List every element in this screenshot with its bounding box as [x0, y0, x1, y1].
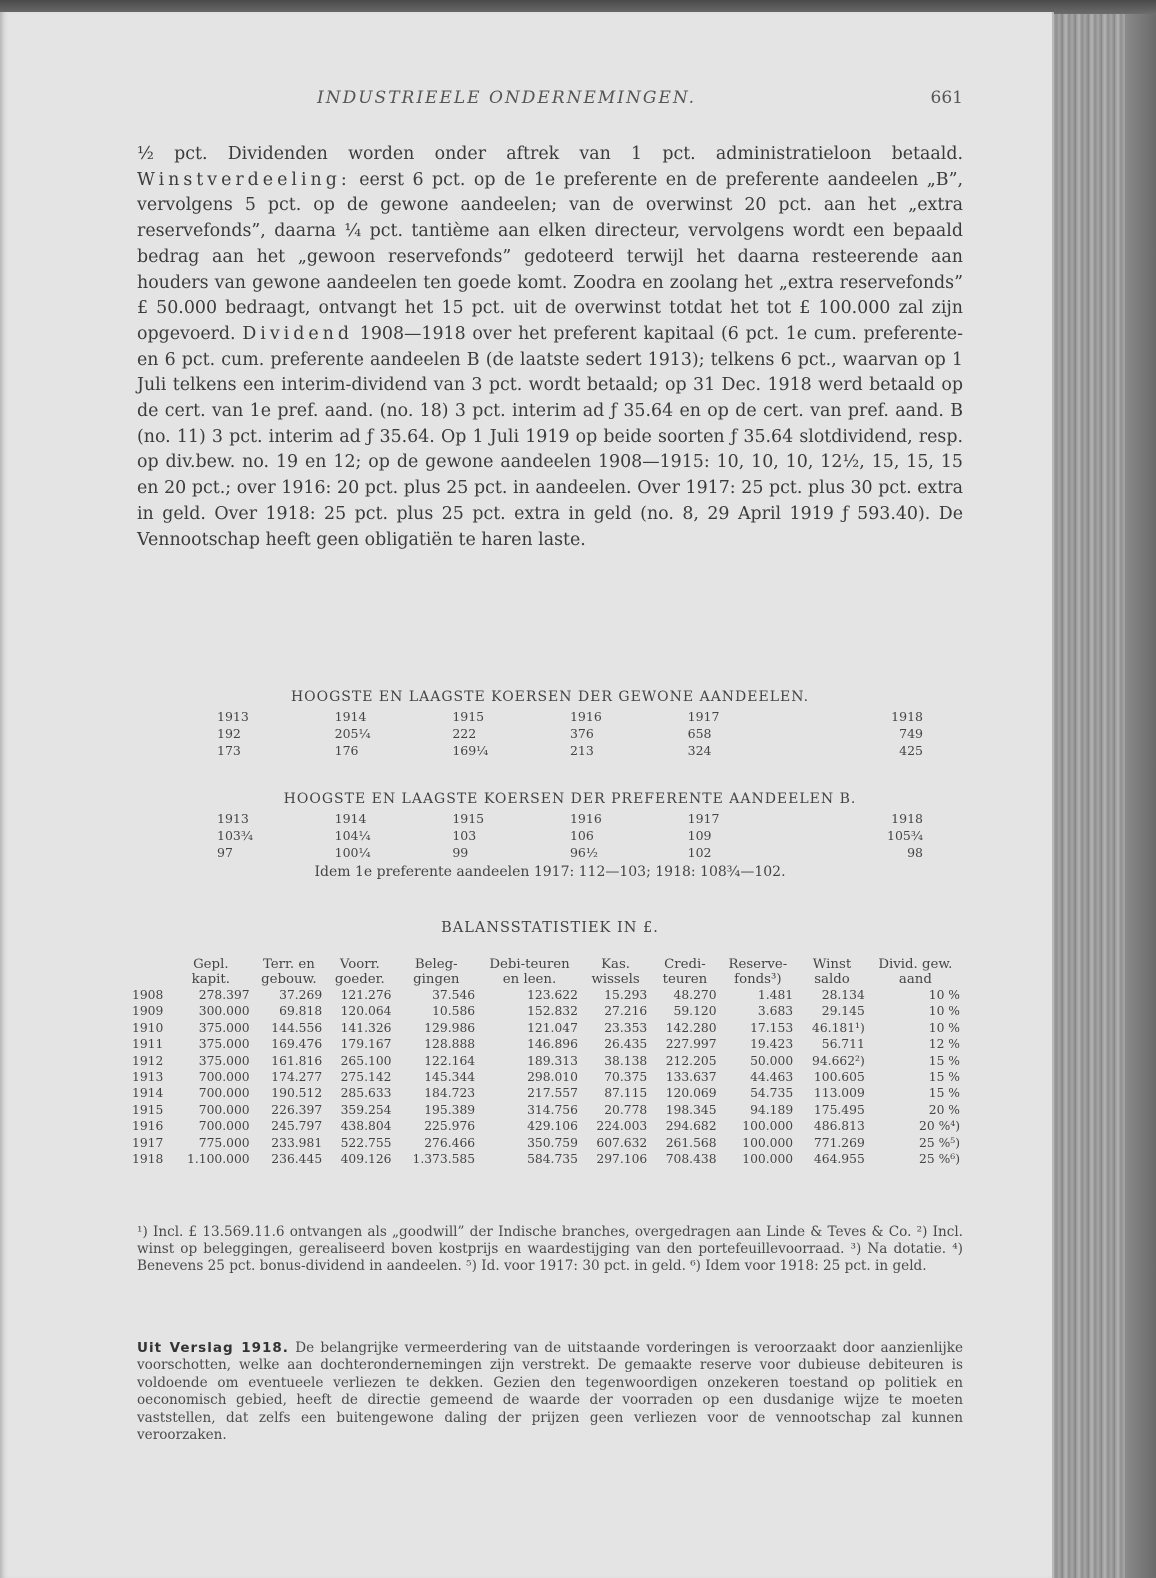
- value-cell: 486.813: [813, 1119, 865, 1134]
- balance-body: [129, 987, 963, 1167]
- value-cell: 276.466: [424, 1135, 476, 1150]
- low-cell: 98: [907, 845, 923, 860]
- value-cell: 129.986: [424, 1020, 476, 1035]
- paragraph-intro: ½ pct. Dividenden worden onder aftrek van 1 pct. administratieloon betaald.: [137, 144, 963, 164]
- value-cell: 314.756: [527, 1102, 578, 1117]
- value-cell: 29.145: [821, 1004, 865, 1019]
- value-cell: 212.205: [665, 1053, 717, 1068]
- high-cell: 109: [687, 828, 712, 843]
- table-row: [129, 1135, 963, 1151]
- report-label: Uit Verslag 1918.: [137, 1340, 289, 1356]
- value-cell: 141.326: [340, 1020, 392, 1035]
- table-row: [129, 1085, 963, 1101]
- low-cell: 176: [334, 743, 359, 758]
- value-cell: 46.181¹): [812, 1020, 865, 1035]
- high-cell: 103¾: [217, 828, 253, 843]
- value-cell: 245.797: [271, 1119, 323, 1134]
- footnotes: ¹) Incl. £ 13.569.11.6 ontvangen als „goodwill” der Indische branches, overgedragen aan Linde & Teves & Co. ²) Incl. winst op beleggingen, gerealiseerd boven kostprijs en waardestijging van den portefeuillevoorraad. ³) Na dotatie. ⁴) Benevens 25 pct. bonus-dividend in aandeelen. ⁵) Id. voor 1917: 30 pct. in geld. ⁶) Idem voor 1918: 25 pct. in geld.: [137, 1224, 963, 1275]
- value-cell: 438.804: [340, 1119, 392, 1134]
- high-cell: 222: [452, 726, 477, 741]
- value-cell: 142.280: [665, 1020, 717, 1035]
- value-cell: 175.495: [813, 1102, 865, 1117]
- label-dividend: Dividend: [242, 323, 353, 344]
- value-cell: 169.476: [271, 1037, 323, 1052]
- header-investments: Beleg- gingen: [413, 957, 460, 987]
- value-cell: 227.997: [665, 1037, 717, 1052]
- value-cell: 37.546: [432, 988, 476, 1002]
- header-stock: Voorr. goeder.: [334, 957, 385, 987]
- table-row: [129, 987, 963, 1003]
- value-cell: 375.000: [198, 1053, 250, 1068]
- value-cell: 708.438: [665, 1152, 717, 1167]
- year-cell: 1914: [132, 1086, 164, 1101]
- value-cell: 133.637: [665, 1070, 717, 1085]
- value-cell: 233.981: [271, 1135, 323, 1150]
- preferred-b-share-prices: [137, 791, 963, 880]
- low-cell: 102: [687, 845, 712, 860]
- header-debtors: Debi-teuren en leen.: [489, 957, 570, 987]
- value-cell: 20 %: [928, 1102, 960, 1117]
- value-cell: 10 %: [928, 988, 960, 1002]
- value-cell: 464.955: [813, 1152, 865, 1167]
- value-cell: 44.463: [750, 1070, 794, 1085]
- value-cell: 189.313: [527, 1053, 578, 1068]
- table-row: [129, 1151, 963, 1167]
- header-cash: Kas. wissels: [591, 957, 640, 987]
- value-cell: 145.344: [424, 1070, 476, 1085]
- value-cell: 54.735: [750, 1086, 794, 1101]
- value-cell: 100.000: [742, 1135, 794, 1150]
- header-creditors: Credi- teuren: [662, 957, 708, 987]
- value-cell: 278.397: [198, 988, 250, 1002]
- value-cell: 179.167: [340, 1037, 392, 1052]
- table-row: [129, 1118, 963, 1134]
- value-cell: 17.153: [750, 1020, 794, 1035]
- value-cell: 700.000: [198, 1119, 250, 1134]
- value-cell: 20.778: [604, 1102, 648, 1117]
- table-row: [129, 1102, 963, 1118]
- book-spine-shadow: [1125, 14, 1156, 1578]
- value-cell: 121.276: [340, 988, 392, 1002]
- value-cell: 69.818: [279, 1004, 323, 1019]
- value-cell: 409.126: [340, 1152, 392, 1167]
- value-cell: 300.000: [198, 1004, 250, 1019]
- value-cell: 174.277: [271, 1070, 323, 1085]
- low-cell: 213: [569, 743, 594, 758]
- value-cell: 359.254: [340, 1102, 392, 1117]
- value-cell: 94.662²): [812, 1053, 865, 1068]
- table-row: [129, 1020, 963, 1036]
- balance-table: [129, 942, 963, 1167]
- value-cell: 3.683: [757, 1004, 794, 1019]
- value-cell: 59.120: [673, 1004, 717, 1019]
- year-cell: 1915: [452, 709, 485, 724]
- common-prices-title: HOOGSTE EN LAAGSTE KOERSEN DER GEWONE AANDEELEN.: [290, 689, 810, 705]
- value-cell: 350.759: [527, 1135, 578, 1150]
- value-cell: 100.000: [742, 1152, 794, 1167]
- year-cell: 1918: [132, 1152, 164, 1167]
- high-cell: 192: [217, 726, 241, 741]
- year-cell: 1914: [334, 709, 367, 724]
- pref-prices-title: HOOGSTE EN LAAGSTE KOERSEN DER PREFERENTE AANDEELEN B.: [283, 791, 857, 807]
- year-cell: 1913: [132, 1070, 164, 1085]
- value-cell: 19.423: [750, 1037, 794, 1052]
- value-cell: 275.142: [340, 1070, 392, 1085]
- value-cell: 236.445: [271, 1152, 323, 1167]
- value-cell: 265.100: [340, 1053, 392, 1068]
- value-cell: 50.000: [750, 1053, 794, 1068]
- year-cell: 1915: [132, 1102, 164, 1117]
- value-cell: 37.269: [279, 988, 323, 1002]
- high-cell: 376: [569, 726, 594, 741]
- value-cell: 113.009: [813, 1086, 865, 1101]
- value-cell: 15 %: [928, 1070, 960, 1085]
- header-property: Terr. en gebouw.: [261, 957, 317, 987]
- value-cell: 297.106: [596, 1152, 648, 1167]
- value-cell: 225.976: [424, 1119, 476, 1134]
- value-cell: 161.816: [271, 1053, 323, 1068]
- book-page: [0, 12, 1054, 1578]
- year-cell: 1913: [217, 709, 249, 724]
- value-cell: 26.435: [604, 1037, 648, 1052]
- balance-title: BALANSSTATISTIEK IN £.: [441, 920, 659, 936]
- value-cell: 1.481: [757, 988, 794, 1002]
- value-cell: 15 %: [928, 1086, 960, 1101]
- year-cell: 1911: [132, 1037, 164, 1052]
- header-capital: Gepl. kapit.: [191, 957, 230, 987]
- value-cell: 700.000: [198, 1102, 250, 1117]
- header-dividend: Divid. gew. aand: [878, 957, 953, 987]
- high-cell: 106: [569, 828, 594, 843]
- value-cell: 285.633: [340, 1086, 392, 1101]
- low-cell: 425: [899, 743, 923, 758]
- year-cell: 1915: [452, 811, 485, 826]
- high-cell: 749: [899, 726, 923, 741]
- low-cell: 96½: [569, 845, 599, 860]
- value-cell: 25 %⁵): [919, 1135, 960, 1150]
- year-cell: 1916: [569, 811, 602, 826]
- common-share-prices: [137, 689, 963, 758]
- year-cell: 1917: [687, 811, 720, 826]
- year-cell: 1917: [687, 709, 720, 724]
- value-cell: 123.622: [527, 988, 578, 1002]
- value-cell: 100.000: [742, 1119, 794, 1134]
- low-cell: 97: [217, 845, 233, 860]
- pref-prices-grid: [217, 811, 923, 860]
- table-row: [129, 1053, 963, 1069]
- value-cell: 56.711: [821, 1037, 865, 1052]
- value-cell: 12 %: [928, 1037, 960, 1052]
- running-title: INDUSTRIEELE ONDERNEMINGEN.: [317, 88, 697, 108]
- value-cell: 15 %: [928, 1053, 960, 1068]
- value-cell: 217.557: [527, 1086, 578, 1101]
- value-cell: 294.682: [665, 1119, 717, 1134]
- common-prices-grid: [217, 709, 923, 758]
- value-cell: 87.115: [604, 1086, 648, 1101]
- high-cell: 103: [452, 828, 477, 843]
- value-cell: 1.100.000: [187, 1152, 250, 1167]
- value-cell: 27.216: [604, 1004, 648, 1019]
- value-cell: 128.888: [424, 1037, 476, 1052]
- year-cell: 1918: [891, 709, 923, 724]
- year-cell: 1916: [132, 1119, 164, 1134]
- value-cell: 375.000: [198, 1037, 250, 1052]
- year-cell: 1917: [132, 1135, 164, 1150]
- low-cell: 324: [687, 743, 712, 758]
- value-cell: 190.512: [271, 1086, 323, 1101]
- low-cell: 100¼: [334, 845, 371, 860]
- value-cell: 607.632: [596, 1135, 648, 1150]
- value-cell: 375.000: [198, 1020, 250, 1035]
- value-cell: 184.723: [424, 1086, 476, 1101]
- high-cell: 105¾: [887, 828, 923, 843]
- label-winstverdeeling: Winstverdeeling:: [137, 169, 351, 190]
- value-cell: 584.735: [527, 1152, 578, 1167]
- paragraph-winstverdeeling: eerst 6 pct. op de 1e preferente en de preferente aandeelen „B”, vervolgens 5 pct. op de gewone aandeelen; van de overwinst 20 pct. aan het „extra reservefonds”, daarna ¼ pct. tantième aan elken directeur, vervolgens wordt een bepaald bedrag aan het „gewoon reservefonds” gedoteerd terwijl het daarna resteerende aan houders van gewone aandeelen ten goede komt. Zoodra en zoolang het „extra reservefonds” £ 50.000 bedraagt, ontvangt het 15 pct. uit de overwinst totdat het tot £ 100.000 zal zijn opgevoerd.: [137, 169, 963, 344]
- report-text: De belangrijke vermeerdering van de uitstaande vorderingen is veroorzaakt door aanzienlijke voorschotten, welke aan dochterondernemingen zijn verstrekt. De gemaakte reserve voor dubieuse debiteuren is voldoende om eventueele verliezen te dekken. Gezien den tegenwoordigen onzekeren toestand op politiek en oeconomisch gebied, heeft de directie gemeend de waarde der voorraden op een dusdanige wijze te moeten vaststellen, dat zelfs een buitengewone daling der prijzen geen verliezen voor de vennootschap zal kunnen veroorzaken.: [137, 1340, 964, 1444]
- value-cell: 94.189: [750, 1102, 794, 1117]
- year-cell: 1916: [569, 709, 602, 724]
- value-cell: 10 %: [928, 1020, 960, 1035]
- year-cell: 1909: [132, 1004, 164, 1019]
- value-cell: 298.010: [527, 1070, 578, 1085]
- value-cell: 122.164: [424, 1053, 476, 1068]
- value-cell: 48.270: [673, 988, 717, 1002]
- low-cell: 169¼: [452, 743, 489, 758]
- value-cell: 121.047: [527, 1020, 578, 1035]
- year-cell: 1910: [132, 1020, 164, 1035]
- idem-first-preferred-line: Idem 1e preferente aandeelen 1917: 112—103; 1918: 108¾—102.: [314, 864, 786, 880]
- value-cell: 20 %⁴): [919, 1119, 960, 1134]
- value-cell: 226.397: [271, 1102, 323, 1117]
- value-cell: 28.134: [821, 988, 865, 1002]
- value-cell: 195.389: [424, 1102, 476, 1117]
- value-cell: 1.373.585: [412, 1152, 476, 1167]
- high-cell: 205¼: [334, 726, 371, 741]
- header-year: [129, 942, 169, 987]
- value-cell: 261.568: [665, 1135, 717, 1150]
- header-profit: Winst saldo: [812, 957, 852, 987]
- value-cell: 120.064: [340, 1004, 392, 1019]
- low-cell: 99: [452, 845, 469, 860]
- header-reserve: Reserve- fonds³): [728, 957, 788, 987]
- paragraph-dividend: 1908—1918 over het preferent kapitaal (6 pct. 1e cum. preferente- en 6 pct. cum. preferente aandeelen B (de laatste sedert 1913); telkens 6 pct., waarvan op 1 Juli telkens een interim-dividend van 3 pct. wordt betaald; op 31 Dec. 1918 werd betaald op de cert. van 1e pref. aand. (no. 18) 3 pct. interim ad ƒ 35.64 en op de cert. van pref. aand. B (no. 11) 3 pct. interim ad ƒ 35.64. Op 1 Juli 1919 op beide soorten ƒ 35.64 slotdividend, resp. op div.bew. no. 19 en 12; op de gewone aandeelen 1908—1915: 10, 10, 10, 12½, 15, 15, 15 en 20 pct.; over 1916: 20 pct. plus 25 pct. in aandeelen. Over 1917: 25 pct. plus 30 pct. extra in geld. Over 1918: 25 pct. plus 25 pct. extra in geld (no. 8, 29 April 1919 ƒ 593.40). De Vennootschap heeft geen obligatiën te haren laste.: [137, 323, 963, 550]
- year-cell: 1912: [132, 1053, 164, 1068]
- year-cell: 1918: [891, 811, 923, 826]
- page-number: 661: [930, 88, 963, 108]
- value-cell: 146.896: [527, 1037, 578, 1052]
- table-row: [129, 1036, 963, 1052]
- value-cell: 100.605: [813, 1070, 865, 1085]
- value-cell: 70.375: [604, 1070, 648, 1085]
- value-cell: 700.000: [198, 1070, 250, 1085]
- value-cell: 522.755: [340, 1135, 392, 1150]
- running-head: [137, 88, 963, 112]
- low-cell: 173: [217, 743, 241, 758]
- year-cell: 1914: [334, 811, 367, 826]
- value-cell: 198.345: [665, 1102, 717, 1117]
- value-cell: 224.003: [596, 1119, 648, 1134]
- dividend-paragraph: [137, 142, 963, 553]
- high-cell: 104¼: [334, 828, 371, 843]
- balance-header-row: [129, 942, 963, 987]
- year-cell: 1913: [217, 811, 249, 826]
- value-cell: 429.106: [527, 1119, 578, 1134]
- value-cell: 700.000: [198, 1086, 250, 1101]
- value-cell: 15.293: [604, 988, 648, 1002]
- table-row: [129, 1003, 963, 1019]
- table-row: [129, 1069, 963, 1085]
- value-cell: 144.556: [271, 1020, 323, 1035]
- value-cell: 10 %: [928, 1004, 960, 1019]
- value-cell: 775.000: [198, 1135, 250, 1150]
- annual-report-excerpt: [137, 1340, 963, 1444]
- value-cell: 10.586: [432, 1004, 476, 1019]
- value-cell: 25 %⁶): [919, 1152, 960, 1167]
- value-cell: 152.832: [527, 1004, 578, 1019]
- value-cell: 23.353: [604, 1020, 648, 1035]
- value-cell: 120.069: [665, 1086, 717, 1101]
- high-cell: 658: [687, 726, 712, 741]
- year-cell: 1908: [132, 988, 164, 1002]
- value-cell: 38.138: [604, 1053, 648, 1068]
- value-cell: 771.269: [813, 1135, 865, 1150]
